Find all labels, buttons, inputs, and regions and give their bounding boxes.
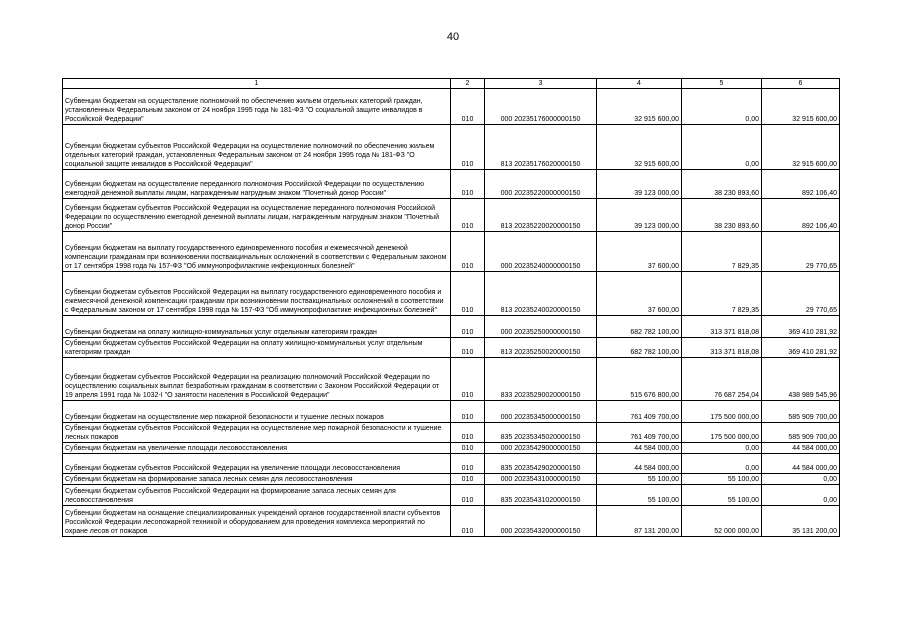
table-row — [63, 316, 840, 338]
row-executed: 0,00 — [682, 125, 762, 170]
header-col-5: 5 — [682, 79, 762, 89]
table-row — [63, 454, 840, 474]
table-header-row — [63, 79, 840, 89]
row-budget-code: 813 20235240020000150 — [485, 272, 597, 316]
row-name: Субвенции бюджетам субъектов Российской Федерации на увеличение площади лесовосстановления — [63, 454, 451, 474]
table-row — [63, 125, 840, 170]
row-line-code: 010 — [451, 232, 485, 272]
row-line-code: 010 — [451, 272, 485, 316]
table-row — [63, 199, 840, 232]
table-row — [63, 89, 840, 125]
row-executed: 55 100,00 — [682, 474, 762, 485]
row-approved: 32 915 600,00 — [597, 125, 682, 170]
row-executed: 38 230 893,60 — [682, 170, 762, 199]
row-remaining: 369 410 281,92 — [762, 316, 840, 338]
row-executed: 175 500 000,00 — [682, 401, 762, 423]
row-approved: 515 676 800,00 — [597, 358, 682, 401]
row-approved: 37 600,00 — [597, 232, 682, 272]
row-line-code: 010 — [451, 89, 485, 125]
row-remaining: 44 584 000,00 — [762, 454, 840, 474]
row-name: Субвенции бюджетам субъектов Российской Федерации на оплату жилищно-коммунальных услуг отдельным категориям граждан — [63, 338, 451, 358]
row-approved: 32 915 600,00 — [597, 89, 682, 125]
header-col-4: 4 — [597, 79, 682, 89]
row-executed: 52 000 000,00 — [682, 506, 762, 537]
row-line-code: 010 — [451, 401, 485, 423]
row-executed: 0,00 — [682, 454, 762, 474]
table-row — [63, 423, 840, 443]
row-budget-code: 000 20235432000000150 — [485, 506, 597, 537]
row-line-code: 010 — [451, 338, 485, 358]
row-line-code: 010 — [451, 358, 485, 401]
row-budget-code: 835 20235431020000150 — [485, 485, 597, 506]
row-remaining: 585 909 700,00 — [762, 423, 840, 443]
row-executed: 0,00 — [682, 443, 762, 454]
row-line-code: 010 — [451, 316, 485, 338]
row-name: Субвенции бюджетам субъектов Российской Федерации на осуществление переданного полномочия Российской Федерации по осуществлению ежегодной денежной выплаты лицам, награжденным нагрудным знаком "Почетный донор России" — [63, 199, 451, 232]
header-col-3: 3 — [485, 79, 597, 89]
row-line-code: 010 — [451, 454, 485, 474]
row-line-code: 010 — [451, 170, 485, 199]
row-budget-code: 000 20235429000000150 — [485, 443, 597, 454]
row-remaining: 369 410 281,92 — [762, 338, 840, 358]
table-body — [63, 89, 840, 537]
row-budget-code: 835 20235345020000150 — [485, 423, 597, 443]
row-budget-code: 813 20235176020000150 — [485, 125, 597, 170]
row-executed: 7 829,35 — [682, 232, 762, 272]
row-name: Субвенции бюджетам субъектов Российской Федерации на осуществление мер пожарной безопасности и тушение лесных пожаров — [63, 423, 451, 443]
row-budget-code: 813 20235220020000150 — [485, 199, 597, 232]
row-approved: 44 584 000,00 — [597, 454, 682, 474]
header-col-1: 1 — [63, 79, 451, 89]
row-budget-code: 000 20235176000000150 — [485, 89, 597, 125]
row-budget-code: 000 20235250000000150 — [485, 316, 597, 338]
row-remaining: 892 106,40 — [762, 199, 840, 232]
table-row — [63, 358, 840, 401]
row-budget-code: 833 20235290020000150 — [485, 358, 597, 401]
row-budget-code: 000 20235220000000150 — [485, 170, 597, 199]
row-executed: 313 371 818,08 — [682, 338, 762, 358]
row-line-code: 010 — [451, 506, 485, 537]
row-name: Субвенции бюджетам субъектов Российской Федерации на осуществление полномочий по обеспечению жильем отдельных категорий граждан, установленных Федеральным законом от 24 ноября 1995 года № 181-ФЗ "О социальной защите инвалидов в Российской Федерации" — [63, 125, 451, 170]
row-remaining: 0,00 — [762, 474, 840, 485]
budget-table — [62, 78, 840, 537]
row-budget-code: 000 20235240000000150 — [485, 232, 597, 272]
row-budget-code: 000 20235431000000150 — [485, 474, 597, 485]
row-line-code: 010 — [451, 199, 485, 232]
row-line-code: 010 — [451, 474, 485, 485]
row-approved: 761 409 700,00 — [597, 423, 682, 443]
row-name: Субвенции бюджетам на осуществление переданного полномочия Российской Федерации по осуществлению ежегодной денежной выплаты лицам, награжденным нагрудным знаком "Почетный донор России" — [63, 170, 451, 199]
table-row — [63, 506, 840, 537]
row-executed: 0,00 — [682, 89, 762, 125]
row-name: Субвенции бюджетам на осуществление мер пожарной безопасности и тушение лесных пожаров — [63, 401, 451, 423]
row-line-code: 010 — [451, 443, 485, 454]
row-remaining: 32 915 600,00 — [762, 89, 840, 125]
table-row — [63, 232, 840, 272]
row-line-code: 010 — [451, 485, 485, 506]
table-row — [63, 338, 840, 358]
row-approved: 55 100,00 — [597, 485, 682, 506]
row-remaining: 44 584 000,00 — [762, 443, 840, 454]
row-name: Субвенции бюджетам на осуществление полномочий по обеспечению жильем отдельных категорий граждан, установленных Федеральным законом от 24 ноября 1995 года № 181-ФЗ "О социальной защите инвалидов в Российской Федерации" — [63, 89, 451, 125]
row-executed: 7 829,35 — [682, 272, 762, 316]
row-name: Субвенции бюджетам субъектов Российской Федерации на выплату государственного единовременного пособия и ежемесячной денежной компенсации гражданам при возникновении поствакцинальных осложнений в соответствии с Федеральным законом от 17 сентября 1998 года № 157-ФЗ "Об иммунопрофилактике инфекционных болезней" — [63, 272, 451, 316]
table-row — [63, 474, 840, 485]
row-remaining: 32 915 600,00 — [762, 125, 840, 170]
row-approved: 39 123 000,00 — [597, 170, 682, 199]
row-approved: 44 584 000,00 — [597, 443, 682, 454]
row-budget-code: 813 20235250020000150 — [485, 338, 597, 358]
row-approved: 39 123 000,00 — [597, 199, 682, 232]
row-budget-code: 835 20235429020000150 — [485, 454, 597, 474]
row-executed: 76 687 254,04 — [682, 358, 762, 401]
row-name: Субвенции бюджетам на увеличение площади лесовосстановления — [63, 443, 451, 454]
row-remaining: 29 770,65 — [762, 232, 840, 272]
row-approved: 55 100,00 — [597, 474, 682, 485]
header-col-2: 2 — [451, 79, 485, 89]
row-approved: 682 782 100,00 — [597, 316, 682, 338]
row-name: Субвенции бюджетам на выплату государственного единовременного пособия и ежемесячной денежной компенсации гражданам при возникновении поствакцинальных осложнений в соответствии с Федеральным законом от 17 сентября 1998 года № 157-ФЗ "Об иммунопрофилактике инфекционных болезней" — [63, 232, 451, 272]
page-number: 40 — [446, 31, 460, 43]
row-name: Субвенции бюджетам субъектов Российской Федерации на реализацию полномочий Российской Федерации по осуществлению социальных выплат безработным гражданам в соответствии с Законом Российской Федерации от 19 апреля 1991 года № 1032-I "О занятости населения в Российской Федерации" — [63, 358, 451, 401]
row-approved: 37 600,00 — [597, 272, 682, 316]
row-executed: 313 371 818,08 — [682, 316, 762, 338]
row-remaining: 438 989 545,96 — [762, 358, 840, 401]
row-executed: 175 500 000,00 — [682, 423, 762, 443]
table-row — [63, 401, 840, 423]
row-line-code: 010 — [451, 423, 485, 443]
row-approved: 87 131 200,00 — [597, 506, 682, 537]
row-remaining: 892 106,40 — [762, 170, 840, 199]
row-budget-code: 000 20235345000000150 — [485, 401, 597, 423]
table-row — [63, 272, 840, 316]
row-line-code: 010 — [451, 125, 485, 170]
row-name: Субвенции бюджетам субъектов Российской Федерации на формирование запаса лесных семян для лесовосстановления — [63, 485, 451, 506]
row-remaining: 585 909 700,00 — [762, 401, 840, 423]
row-remaining: 29 770,65 — [762, 272, 840, 316]
row-name: Субвенции бюджетам на оплату жилищно-коммунальных услуг отдельным категориям граждан — [63, 316, 451, 338]
row-remaining: 0,00 — [762, 485, 840, 506]
row-remaining: 35 131 200,00 — [762, 506, 840, 537]
table-row — [63, 443, 840, 454]
row-approved: 682 782 100,00 — [597, 338, 682, 358]
table-row — [63, 170, 840, 199]
row-name: Субвенции бюджетам на формирование запаса лесных семян для лесовосстановления — [63, 474, 451, 485]
row-name: Субвенции бюджетам на оснащение специализированных учреждений органов государственной власти субъектов Российской Федерации лесопожарной техникой и оборудованием для проведения комплекса мероприятий по охране лесов от пожаров — [63, 506, 451, 537]
row-executed: 55 100,00 — [682, 485, 762, 506]
header-col-6: 6 — [762, 79, 840, 89]
row-approved: 761 409 700,00 — [597, 401, 682, 423]
table-row — [63, 485, 840, 506]
row-executed: 38 230 893,60 — [682, 199, 762, 232]
